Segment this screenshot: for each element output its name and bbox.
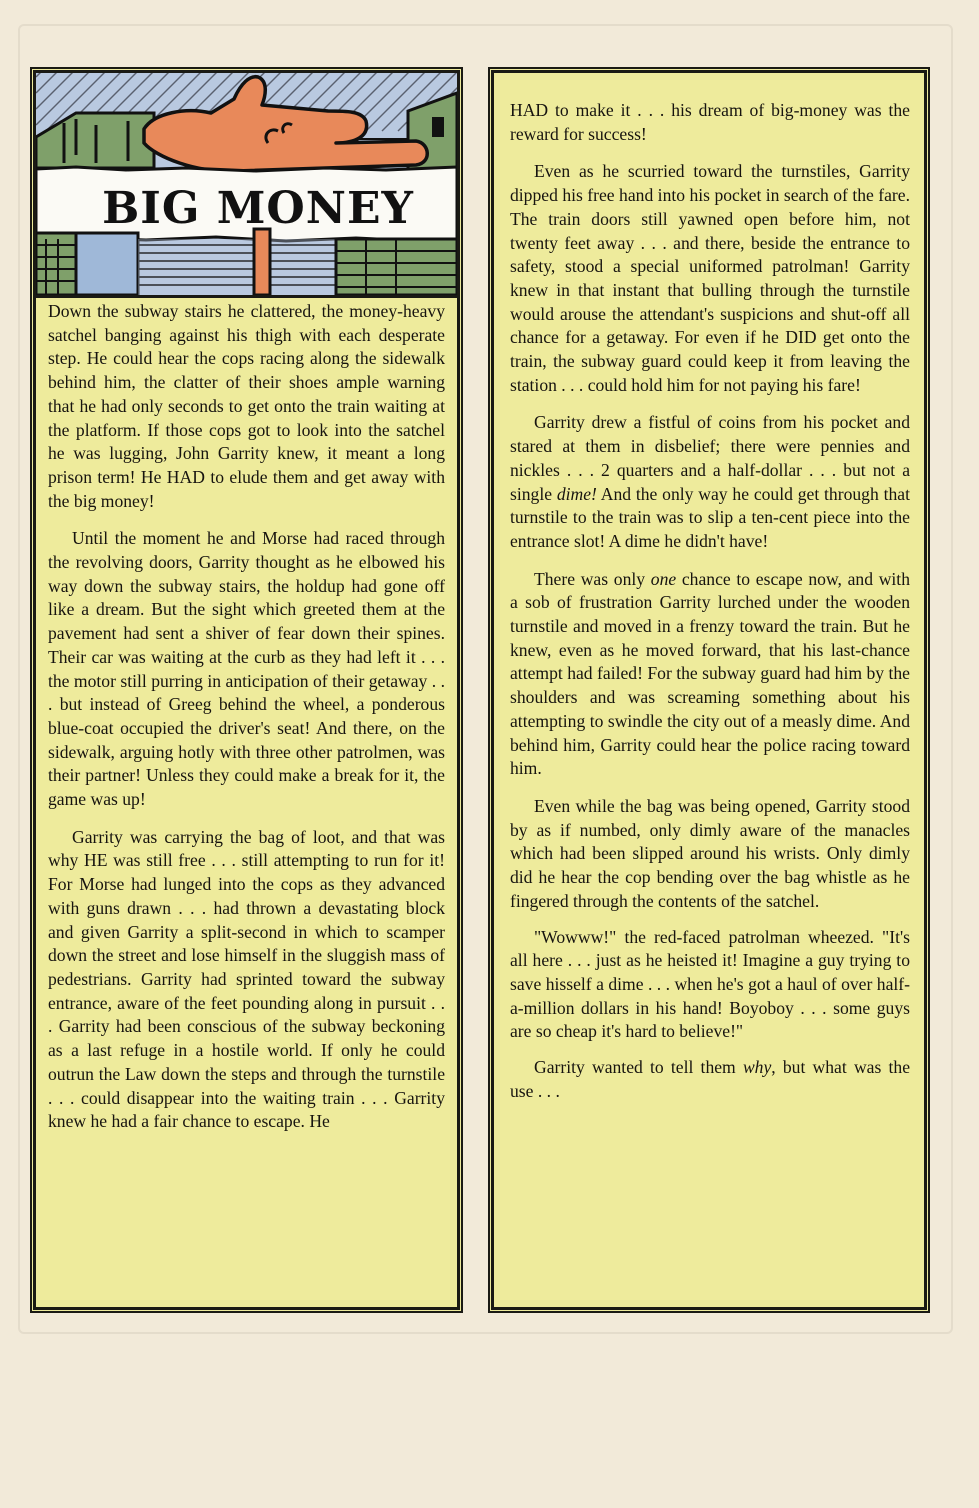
paragraph-3: Garrity was carrying the bag of loot, and that was why HE was still free . . . still attempting to run for it! For Morse had lunged into the cops as they advanced with guns drawn . . . had thrown a devastating block and given Garrity a split-second in which to scamper down the street and lose himself in the sluggish mass of pedestrians. Garrity had sprinted toward the subway entrance, aware of the feet pounding along in pursuit . . . Garrity had been conscious of the subway beckoning as a last refuge in a hostile world. If only he could outrun the Law down the steps and through the turnstile . . . could disappear into the waiting train . . . Garrity knew he had a fair chance to escape. He (48, 826, 445, 1132)
paragraph-7-text-a: There was only (534, 568, 651, 589)
paragraph-5: Even as he scurried toward the turnstiles, Garrity dipped his free hand into his pocket in search of the fare. The train doors still yawned open before him, not twenty feet away . . . and there, beside the entrance to safety, stood a special uniformed patrolman! Garrity knew in that instant that bulling through the turnstile would arouse the attendant's suspicions and shut-off all chance for a getaway. For even if he DID get onto the train, the subway guard could keep it from leaving the station . . . could hold him for not paying his fare! (510, 161, 910, 395)
paragraph-9: "Wowww!" the red-faced patrolman wheezed. "It's all here . . . just as he heisted it! Imagine a guy trying to save hisself a dime . . . when he's got a haul of over half-a-million dollars in his hand! Boyoboy . . . some guys are so cheap it's hard to believe!" (510, 926, 910, 1042)
story-column-right (491, 70, 927, 1310)
title-illustration-graphic (36, 73, 457, 295)
left-column-text (36, 298, 457, 1134)
paragraph-1: Down the subway stairs he clattered, the money-heavy satchel banging against his thigh with each desperate step. He could hear the cops racing along the sidewalk behind him, the clatter of their shoes ample warning that he had only seconds to get onto the train waiting at the platform. If those cops got to look into the satchel he was lugging, John Garrity knew, it meant a long prison term! He HAD to elude them and get away with the big money! (48, 301, 445, 511)
paragraph-10-emphasis: why (742, 1057, 772, 1078)
paragraph-10-text-b: , but what was the use . . . (510, 1057, 910, 1101)
paragraph-10-text-a: Garrity wanted to tell them (534, 1057, 743, 1078)
paragraph-10 (510, 1056, 910, 1103)
paragraph-7-text-b: chance to escape now, and with a sob of frustration Garrity lurched under the wooden turnstile and moved in a frenzy toward the train. But he knew, even as he moved forward, that his last-chance attempt had failed! For the subway guard had him by the shoulders and was screaming something about his attempting to swindle the city out of a measly dime. And behind him, Garrity could hear the police racing toward him. (510, 568, 910, 779)
paragraph-2: Until the moment he and Morse had raced through the revolving doors, Garrity thought as he elbowed his way down the subway stairs, the holdup had gone off like a dream. But the sight which greeted them at the pavement had sent a shiver of fear down their spines. Their car was waiting at the curb as they had left it . . . the motor still purring in anticipation of their getaway . . . but instead of Greeg behind the wheel, a ponderous blue-coat occupied the driver's seat! And there, on the sidewalk, arguing hotly with three other patrolmen, was their partner! Unless they could make a break for it, the game was up! (48, 528, 445, 810)
paragraph-8: Even while the bag was being opened, Garrity stood by as if numbed, only dimly aware of the manacles which had been slipped around his wrists. Only dimly did he hear the cop bending over the bag whistle as he fingered through the contents of the satchel. (510, 795, 910, 911)
right-column-text (494, 73, 924, 1103)
paragraph-6-text-b: And the only way he could get through that turnstile to the train was to slip a ten-cent piece into the entrance slot! A dime he didn't have! (510, 483, 910, 551)
paragraph-6 (510, 411, 910, 553)
story-title: BIG MONEY (102, 183, 414, 234)
title-illustration (36, 73, 457, 298)
paragraph-7-emphasis: one (650, 568, 677, 589)
paragraph-7 (510, 568, 910, 781)
story-column-left (33, 70, 460, 1310)
paragraph-6-text-a: Garrity drew a fistful of coins from his pocket and stared at them in disbelief; there were pennies and nickles . . . 2 quarters and a half-dollar . . . but not a single (510, 412, 910, 504)
paragraph-4: HAD to make it . . . his dream of big-money was the reward for success! (510, 100, 910, 144)
paragraph-6-emphasis: dime! (556, 483, 597, 504)
